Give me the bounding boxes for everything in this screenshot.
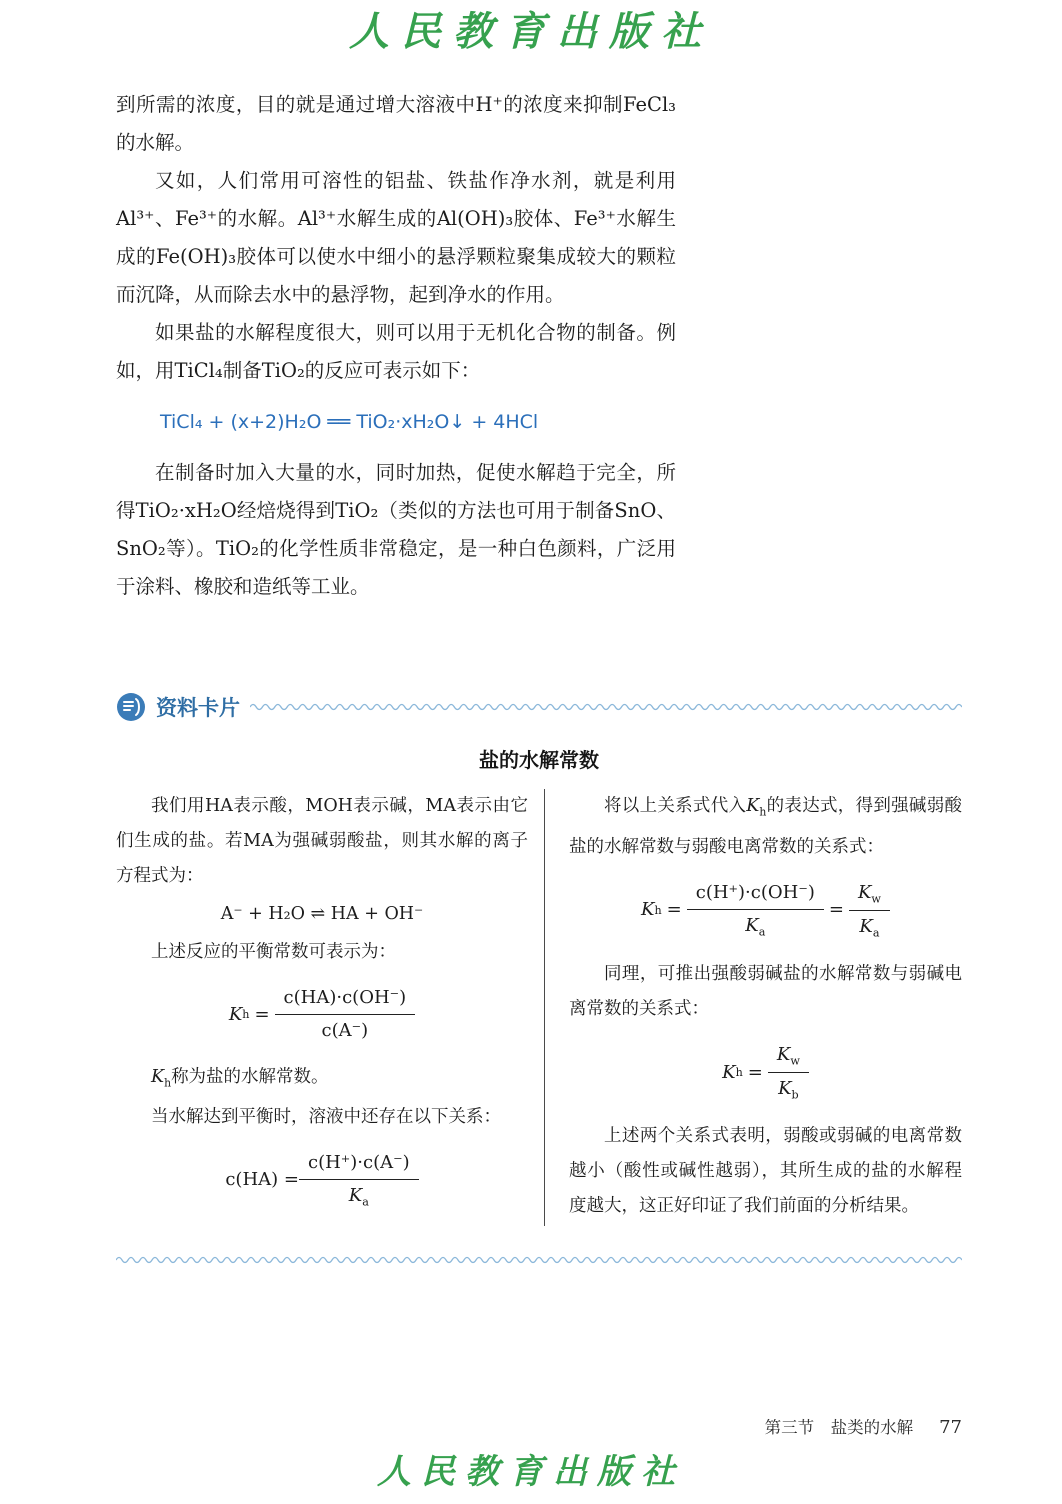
card-paragraph: $K_h$称为盐的水解常数。 [151,1066,329,1090]
card-left-column [116,789,544,1226]
card-paragraph: 同理，可推出强酸弱碱盐的水解常数与弱碱电离常数的关系式： [569,963,962,1019]
chemical-equation: TiCl₄ + (x+2)H₂O ══ TiO₂·xH₂O↓ + 4HCl [160,411,539,433]
fraction: $\frac{c(HA)\cdot c(OH^-)}{c(A^-)}$ [275,986,416,1044]
footer-section-label: 第三节 盐类的水解 [764,1418,914,1437]
card-header [116,692,962,722]
main-text-block [116,86,676,606]
card-paragraph: 上述两个关系式表明，弱酸或弱碱的电离常数越小（酸性或碱性越弱），其所生成的盐的水解程度越大，这正好印证了我们前面的分析结果。 [569,1126,962,1217]
data-card-icon [116,692,146,722]
fraction: $\frac{c(H^+)\cdot c(OH^-)}{K_a}$ [687,881,824,940]
ionic-equation: A⁻ + H₂O ⇌ HA + OH⁻ [220,904,424,924]
card-paragraph: 我们用HA表示酸，MOH表示碱，MA表示由它们生成的盐。若MA为强碱弱酸盐，则其水解的离子方程式为： [116,796,528,886]
card-title: 盐的水解常数 [479,748,599,772]
card-label: 资料卡片 [156,696,240,720]
paragraph: 在制备时加入大量的水，同时加热，促使水解趋于完全，所得TiO₂·xH₂O经焙烧得到TiO₂（类似的方法也可用于制备SnO、SnO₂等）。TiO₂的化学性质非常稳定，是一种白色颜料，广泛用于涂料、橡胶和造纸等工业。 [116,461,676,598]
wavy-divider-top-icon [250,701,962,713]
paragraph: 如果盐的水解程度很大，则可以用于无机化合物的制备。例如，用TiCl₄制备TiO₂的反应可表示如下： [116,321,676,382]
card-paragraph: 上述反应的平衡常数可表示为： [151,942,396,962]
paragraph: 到所需的浓度，目的就是通过增大溶液中H⁺的浓度来抑制FeCl₃的水解。 [116,93,676,154]
data-card-section [116,692,962,1266]
formula-kh-kb: K h = $\frac{K_w}{K_b}$ [569,1043,962,1103]
card-columns [116,789,962,1226]
formula-cha: c(HA) = $\frac{c(H^+)\cdot c(A^-)}{K_a}$ [116,1151,528,1210]
publisher-logo-bottom: 人民教育出版社 [377,1452,685,1492]
fraction: $\frac{K_w}{K_a}$ [849,881,890,941]
page-footer [765,1414,962,1438]
card-right-column [545,789,962,1226]
card-paragraph: 当水解达到平衡时，溶液中还存在以下关系： [151,1107,501,1128]
fraction: $\frac{K_w}{K_b}$ [768,1043,809,1103]
formula-kh-definition: K h = $\frac{c(HA)\cdot c(OH^-)}{c(A^-)}$ [116,986,528,1044]
wavy-divider-bottom [116,1254,962,1266]
publisher-logo-top: 人民教育出版社 [349,8,713,55]
fraction: $\frac{c(H^+)\cdot c(A^-)}{K_a}$ [299,1151,419,1210]
formula-kh-ka: K h = $\frac{c(H^+)\cdot c(OH^-)}{K_a}$ = $\frac{K_w}{K_a}$ [569,881,962,941]
card-paragraph: 将以上关系式代入$K_h$的表达式，得到强碱弱酸盐的水解常数与弱酸电离常数的关系式： [569,796,963,857]
paragraph: 又如，人们常用可溶性的铝盐、铁盐作净水剂，就是利用Al³⁺、Fe³⁺的水解。Al³⁺水解生成的Al(OH)₃胶体、Fe³⁺水解生成的Fe(OH)₃胶体可以使水中细小的悬浮颗粒聚集成较大的颗粒而沉降，从而除去水中的悬浮物，起到净水的作用。 [116,169,676,306]
page-number: 77 [939,1417,962,1438]
